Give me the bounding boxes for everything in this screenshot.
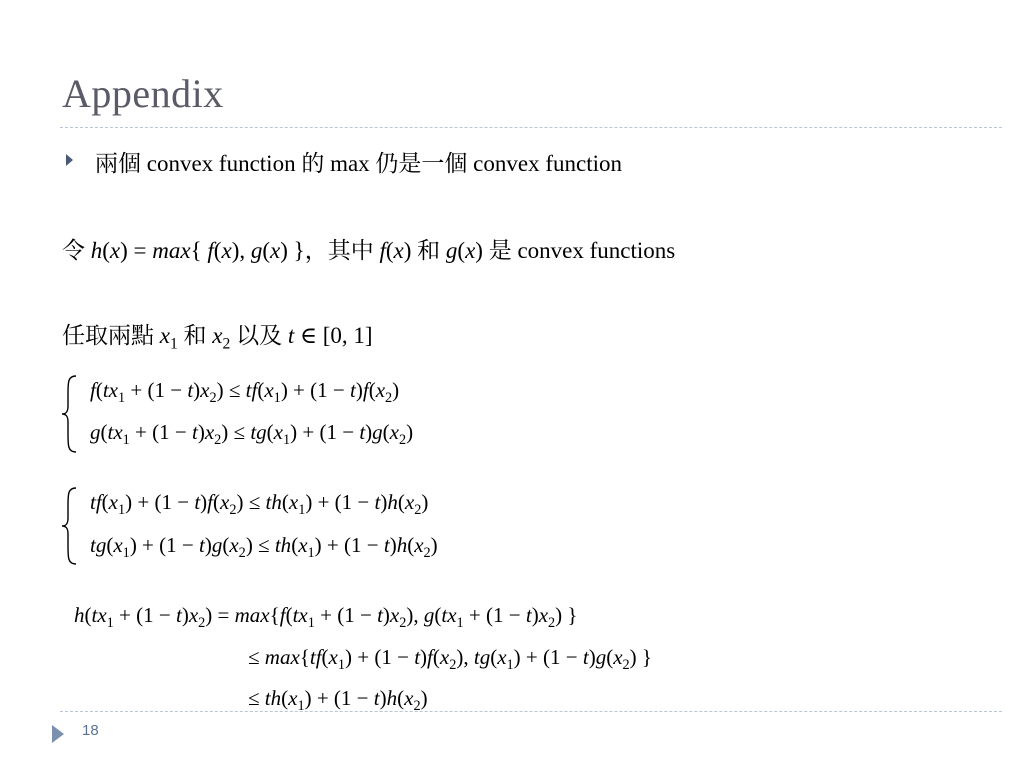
left-brace-icon xyxy=(60,486,78,566)
bullet-text-content: 兩個 convex function 的 max 仍是一個 convex function xyxy=(95,151,622,176)
system2-line1: $tf(x_1) + (1 - t)f(x_2) \le th(x_1) + (1 - t)h(x_2)$ xyxy=(90,490,429,518)
triangle-footer-icon xyxy=(52,725,64,743)
footer-divider xyxy=(60,711,1002,712)
triangle-bullet-icon xyxy=(66,154,73,166)
system1-line1: $f(tx_1 + (1 - t)x_2) \le tf(x_1) + (1 - t)f(x_2)$ xyxy=(90,378,400,406)
derivation-line3: ≤ $th(x_1) + (1 - t)h(x_2)$ xyxy=(248,686,428,714)
system2-line2: $tg(x_1) + (1 - t)g(x_2) \le th(x_1) + (1 - t)h(x_2)$ xyxy=(90,533,438,561)
system1-line2: $g(tx_1 + (1 - t)x_2) \le tg(x_1) + (1 - t)g(x_2)$ xyxy=(90,420,414,448)
slide-title: Appendix xyxy=(62,71,224,116)
derivation-line2: ≤ $\max\{tf(x_1) + (1 - t)f(x_2)$, $tg(x_1) + (1 - t)g(x_2)$ } xyxy=(248,645,652,673)
definition-line: 令 h(x) = max{ f(x), g(x) }，其中 f(x) 和 g(x) 是 convex functions xyxy=(62,238,676,263)
pick-points-line: 任取兩點 $x_1$ 和 $x_2$ 以及 t ∈ [0, 1] xyxy=(62,323,373,353)
bullet-text xyxy=(95,145,622,178)
page-number: 18 xyxy=(82,722,99,739)
left-brace-icon xyxy=(60,374,78,454)
derivation-line1: $h(tx_1 + (1 - t)x_2) = \max\{f(tx_1 + (1 - t)x_2)$, $g(tx_1 + (1 - t)x_2)$ } xyxy=(74,603,578,631)
title-divider xyxy=(60,127,1002,128)
